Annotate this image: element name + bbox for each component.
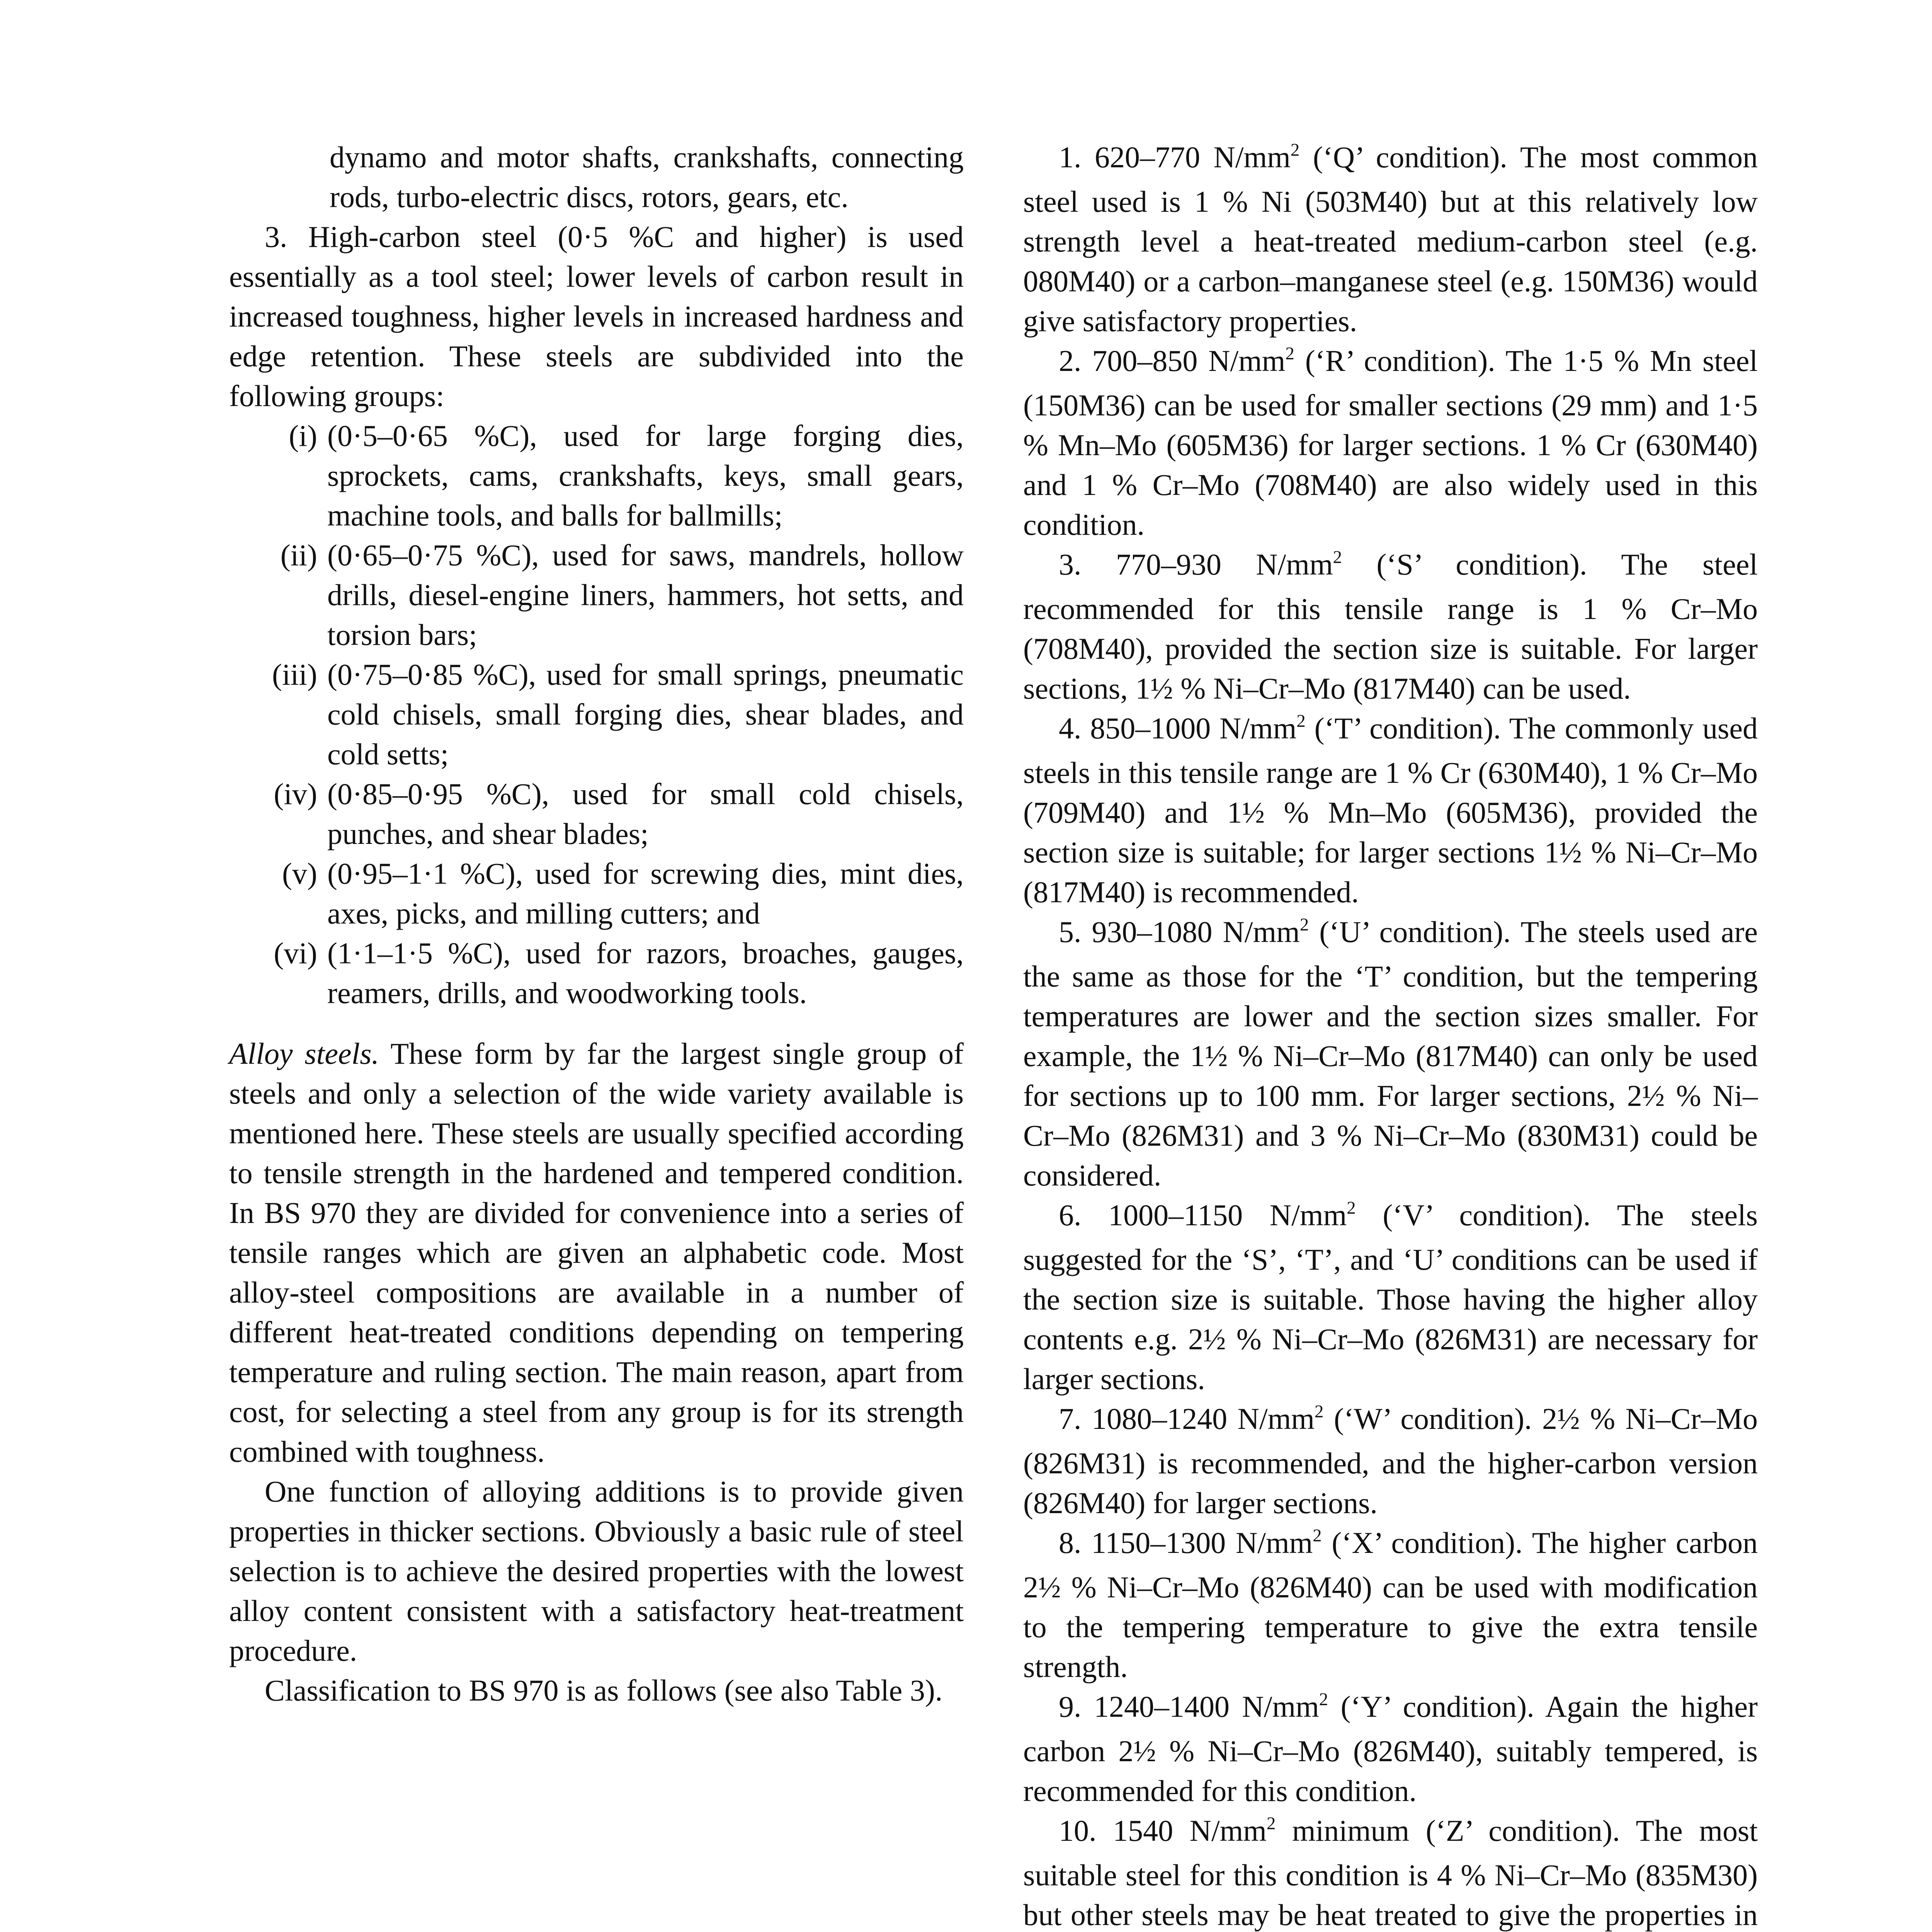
list-item-number: (i) bbox=[289, 419, 317, 452]
list-item-text: (0·65–0·75 %C), used for saws, mandrels, hollow drills, diesel-engine liners, hammers, hot setts, and torsion bars; bbox=[327, 538, 964, 651]
condition-item: 2. 700–850 $N/mm^2$ (‘R’ condition). The 1·5 % Mn steel (150M36) can be used for smaller sections (29 mm) and 1·5 % Mn–Mo (605M36) for larger sections. 1 % Cr (630M40) and 1 % Cr–Mo (708M40) are also widely used in this condition. bbox=[1023, 344, 1758, 541]
list-item-number: (iii) bbox=[272, 658, 317, 691]
alloy-steels-heading: Alloy steels. bbox=[229, 1037, 379, 1070]
high-carbon-paragraph: 3. High-carbon steel (0·5 %C and higher) is used essentially as a tool steel; lower levels of carbon result in increased toughness, higher levels in increased hardness and edge retention. These steels are subdivided into the following groups: bbox=[229, 220, 964, 413]
list-item-text: (0·5–0·65 %C), used for large forging dies, sprockets, cams, crankshafts, keys, small gears, machine tools, and balls for ballmills; bbox=[327, 419, 964, 532]
right-column bbox=[1023, 137, 1758, 1932]
alloying-function-paragraph: One function of alloying additions is to provide given properties in thicker sections. Obviously a basic rule of steel selection is to achieve the desired properties with the lowest alloy content consistent with a satisfactory heat-treatment procedure. bbox=[229, 1475, 964, 1667]
condition-item: 1. 620–770 $N/mm^2$ (‘Q’ condition). The most common steel used is 1 % Ni (503M40) but at this relatively low strength level a heat-treated medium-carbon steel (e.g. 080M40) or a carbon–manganese steel (e.g. 150M36) would give satisfactory properties. bbox=[1023, 140, 1758, 338]
carbon-groups-list bbox=[229, 416, 964, 1013]
condition-item: 9. 1240–1400 $N/mm^2$ (‘Y’ condition). Again the higher carbon 2½ % Ni–Cr–Mo (826M40), suitably tempered, is recommended for this condition. bbox=[1023, 1689, 1758, 1808]
list-item-text: (0·75–0·85 %C), used for small springs, pneumatic cold chisels, small forging dies, shear blades, and cold setts; bbox=[327, 658, 964, 771]
list-item-text: (0·85–0·95 %C), used for small cold chisels, punches, and shear blades; bbox=[327, 777, 964, 850]
classification-paragraph: Classification to BS 970 is as follows (see also Table 3). bbox=[265, 1673, 943, 1707]
list-item-number: (v) bbox=[282, 857, 317, 890]
list-item-number: (ii) bbox=[280, 538, 317, 572]
condition-item: 8. 1150–1300 $N/mm^2$ (‘X’ condition). The higher carbon 2½ % Ni–Cr–Mo (826M40) can be used with modification to the tempering temperature to give the extra tensile strength. bbox=[1023, 1526, 1758, 1684]
list-item-number: (vi) bbox=[274, 936, 317, 970]
alloy-steels-paragraph bbox=[229, 1034, 964, 1471]
carry-over-text: dynamo and motor shafts, crankshafts, connecting rods, turbo-electric discs, rotors, gears, etc. bbox=[330, 140, 964, 214]
list-item bbox=[229, 655, 964, 774]
condition-item: 4. 850–1000 $N/mm^2$ (‘T’ condition). The commonly used steels in this tensile range are 1 % Cr (630M40), 1 % Cr–Mo (709M40) and 1½ % Mn–Mo (605M36), provided the section size is suitable; for larger sections 1½ % Ni–Cr–Mo (817M40) is recommended. bbox=[1023, 711, 1758, 909]
list-item-number: (iv) bbox=[274, 777, 317, 811]
list-item bbox=[229, 416, 964, 535]
condition-item: 5. 930–1080 $N/mm^2$ (‘U’ condition). The steels used are the same as those for the ‘T’ condition, but the tempering temperatures are lower and the section sizes smaller. For example, the 1½ % Ni–Cr–Mo (817M40) can only be used for sections up to 100 mm. For larger sections, 2½ % Ni–Cr–Mo (826M31) and 3 % Ni–Cr–Mo (830M31) could be considered. bbox=[1023, 915, 1758, 1192]
condition-item: 6. 1000–1150 $N/mm^2$ (‘V’ condition). The steels suggested for the ‘S’, ‘T’, and ‘U’ conditions can be used if the section size is suitable. Those having the higher alloy contents e.g. 2½ % Ni–Cr–Mo (826M31) are necessary for larger sections. bbox=[1023, 1198, 1758, 1396]
list-item-text: (0·95–1·1 %C), used for screwing dies, mint dies, axes, picks, and milling cutters; and bbox=[327, 857, 964, 930]
list-item bbox=[229, 535, 964, 655]
list-item-text: (1·1–1·5 %C), used for razors, broaches, gauges, reamers, drills, and woodworking tools. bbox=[327, 936, 964, 1010]
condition-item: 3. 770–930 $N/mm^2$ (‘S’ condition). The steel recommended for this tensile range is 1 % Cr–Mo (708M40), provided the section size is suitable. For larger sections, 1½ % Ni–Cr–Mo (817M40) can be used. bbox=[1023, 547, 1758, 705]
list-item bbox=[229, 854, 964, 933]
list-item bbox=[229, 933, 964, 1013]
list-item bbox=[229, 774, 964, 854]
left-column bbox=[229, 137, 964, 1710]
alloy-steels-text: These form by far the largest single group of steels and only a selection of the wide variety available is mentioned here. These steels are usually specified according to tensile strength in the hardened and tempered condition. In BS 970 they are divided for convenience into a series of tensile ranges which are given an alphabetic code. Most alloy-steel compositions are available in a number of different heat-treated conditions depending on tempering temperature and ruling section. The main reason, apart from cost, for selecting a steel from any group is for its strength combined with toughness. bbox=[229, 1037, 964, 1468]
condition-item: 10. 1540 $N/mm^2$ minimum (‘Z’ condition). The most suitable steel for this condition is 4 % Ni–Cr–Mo (835M30) but other steels may be heat treated to give the properties in bbox=[1023, 1813, 1758, 1932]
condition-item: 7. 1080–1240 $N/mm^2$ (‘W’ condition). 2½ % Ni–Cr–Mo (826M31) is recommended, and the higher-carbon version (826M40) for larger sections. bbox=[1023, 1401, 1758, 1520]
